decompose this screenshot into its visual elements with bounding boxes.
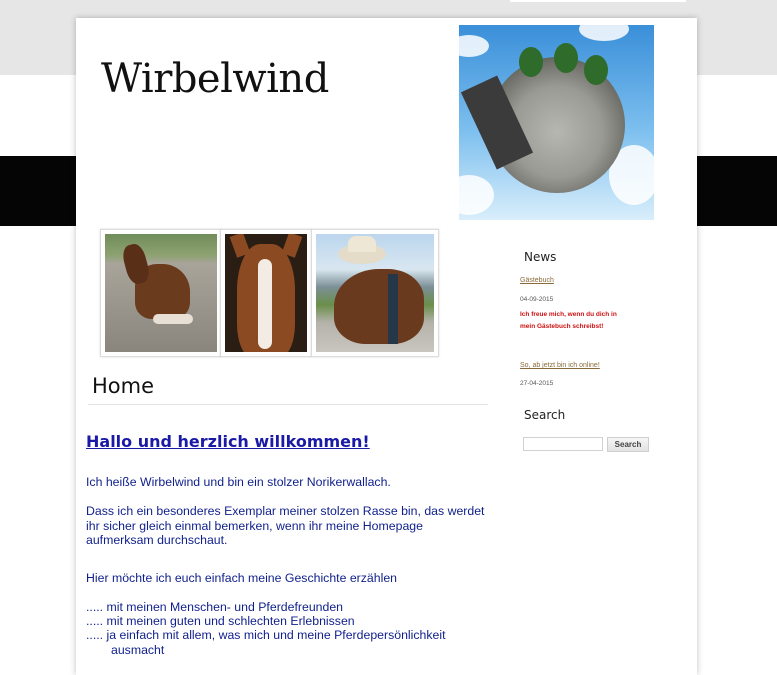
top-bar-fragment bbox=[510, 0, 686, 2]
news-link-online[interactable]: So, ab jetzt bin ich online! bbox=[520, 362, 600, 369]
list-item-continuation: ausmacht bbox=[111, 643, 165, 657]
news-date: 04-09-2015 bbox=[520, 296, 554, 303]
description-paragraph: Dass ich ein besonderes Exemplar meiner stolzen Rasse bin, das werdet ihr sicher gleich einmal bemerken, wenn ihr meine Homepage aufmerksam durchschaut. bbox=[86, 504, 485, 547]
heading-divider bbox=[88, 404, 488, 405]
story-intro-text: Hier möchte ich euch einfach meine Geschichte erzählen bbox=[86, 571, 398, 585]
news-text: Ich freue mich, wenn du dich in mein Gästebuch schreibst! bbox=[520, 311, 617, 330]
news-heading: News bbox=[524, 250, 557, 264]
search-input[interactable] bbox=[523, 437, 603, 451]
page-heading: Home bbox=[92, 374, 155, 398]
welcome-heading[interactable]: Hallo und herzlich willkommen! bbox=[86, 432, 370, 451]
list-item: ..... mit meinen Menschen- und Pferdefreunden bbox=[86, 600, 344, 614]
search-heading: Search bbox=[524, 408, 566, 422]
list-item: ..... ja einfach mit allem, was mich und meine Pferdepersönlichkeit bbox=[86, 628, 446, 642]
intro-text: Ich heiße Wirbelwind und bin ein stolzer Norikerwallach. bbox=[86, 475, 391, 489]
page-container bbox=[76, 18, 697, 675]
horse-lying-photo[interactable] bbox=[100, 229, 222, 357]
news-link-guestbook[interactable]: Gästebuch bbox=[520, 277, 554, 284]
horse-head-photo[interactable] bbox=[220, 229, 312, 357]
horse-hat-photo[interactable] bbox=[311, 229, 439, 357]
news-date: 27-04-2015 bbox=[520, 380, 554, 387]
list-item: ..... mit meinen guten und schlechten Erlebnissen bbox=[86, 614, 355, 628]
search-button[interactable]: Search bbox=[607, 437, 649, 452]
site-title[interactable]: Wirbelwind bbox=[101, 56, 329, 102]
header-photo bbox=[459, 25, 654, 220]
